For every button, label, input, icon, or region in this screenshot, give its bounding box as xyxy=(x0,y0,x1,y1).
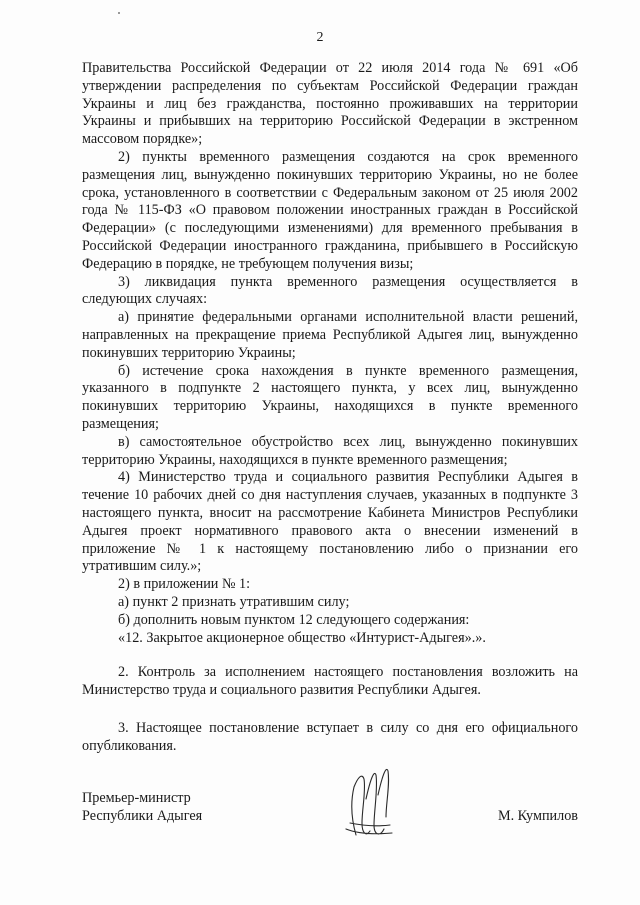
appendix-subitem-b: б) дополнить новым пунктом 12 следующего содержания: xyxy=(118,611,470,628)
paragraph-item-2: 2) пункты временного размещения создаются на срок временного размещения лиц, вынужденно покинувших территорию Украины, но не более срока, установленного в соответствии с Федеральным законом от 25 июля 2002 года № 115-ФЗ «О правовом положении иностранных граждан в Российской Федерации» (с последующими изменениями) для временного пребывания в Российской Федерации иностранного гражданина, прибывшего в Российскую Федерацию в порядке, не требующем получения визы; xyxy=(82,148,578,272)
paragraph-continuation: Правительства Российской Федерации от 22 июля 2014 года № 691 «Об утверждении распределения по субъектам Российской Федерации граждан Украины и лиц без гражданства, постоянно проживавших на территории Украины и прибывших на территорию Российской Федерации в экстренном массовом порядке»; xyxy=(82,60,578,148)
new-point-12: «12. Закрытое акционерное общество «Интурист-Адыгея».». xyxy=(118,629,486,646)
page-number: 2 xyxy=(316,30,324,45)
subitem-b: б) истечение срока нахождения в пункте временного размещения, указанного в подпункте 2 настоящего пункта, у всех лиц, вынужденно покинувших территорию Украины, находящихся в пункте временного размещения; xyxy=(82,362,578,432)
paragraph-appendix: 2) в приложении № 1: xyxy=(118,576,251,593)
subitem-v: в) самостоятельное обустройство всех лиц, вынужденно покинувших территорию Украины, находящихся в пункте временного размещения; xyxy=(82,433,578,468)
paragraph-control: 2. Контроль за исполнением настоящего постановления возложить на Министерство труда и социального развития Республики Адыгея. xyxy=(82,664,578,699)
paragraph-item-4: 4) Министерство труда и социального развития Республики Адыгея в течение 10 рабочих дней со дня наступления случаев, указанных в подпункте 3 настоящего пункта, вносит на рассмотрение Кабинета Министров Республики Адыгея проект нормативного правового акта о внесении изменений в приложение № 1 к настоящему постановлению либо о признании его утратившим силу.»; xyxy=(82,469,578,575)
document-body xyxy=(82,60,578,755)
subitem-a: а) принятие федеральными органами исполнительной власти решений, направленных на прекращение приема Республикой Адыгея лиц, вынужденно покинувших территорию Украины; xyxy=(82,309,578,361)
signer-name: М. Кумпилов xyxy=(497,808,578,824)
paragraph-effective: 3. Настоящее постановление вступает в силу со дня его официального опубликования. xyxy=(82,719,578,754)
scan-artifact xyxy=(118,12,120,14)
signer-title xyxy=(82,789,202,825)
signer-title-line-2: Республики Адыгея xyxy=(82,808,203,824)
paragraph-item-3: 3) ликвидация пункта временного размещения осуществляется в следующих случаях: xyxy=(82,273,578,308)
handwritten-signature xyxy=(340,759,400,841)
signer-title-line-1: Премьер-министр xyxy=(82,790,191,806)
appendix-subitem-a: а) пункт 2 признать утратившим силу; xyxy=(118,593,350,610)
